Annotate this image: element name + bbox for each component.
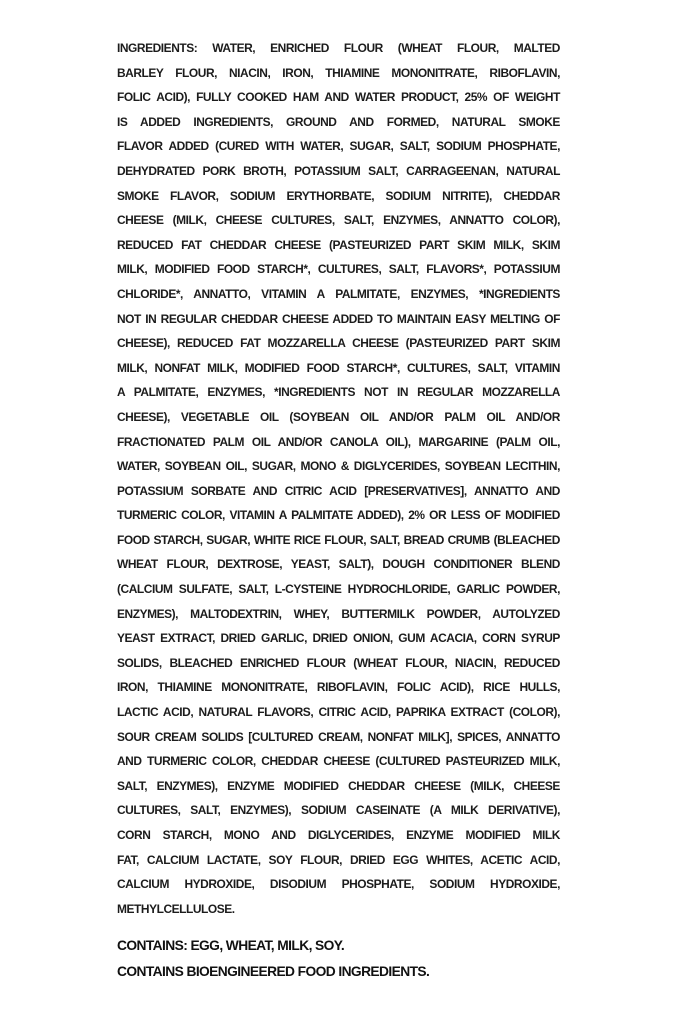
bioengineered-disclosure-text: CONTAINS BIOENGINEERED FOOD INGREDIENTS. [117,964,430,979]
ingredients-line: FOLIC ACID), FULLY COOKED HAM AND WATER PRODUCT, 25% OF WEIGHT [117,90,560,105]
ingredients-line: WATER, SOYBEAN OIL, SUGAR, MONO & DIGLYCERIDES, SOYBEAN LECITHIN, [117,459,560,474]
ingredients-line: CHEESE), REDUCED FAT MOZZARELLA CHEESE (PASTEURIZED PART SKIM [117,336,560,351]
ingredients-heading: INGREDIENTS: [117,41,198,55]
ingredients-line: WHEAT FLOUR, DEXTROSE, YEAST, SALT), DOUGH CONDITIONER BLEND [117,557,560,572]
contains-allergens-text: CONTAINS: EGG, WHEAT, MILK, SOY. [117,938,345,953]
ingredients-line-final: METHYLCELLULOSE. [117,901,235,916]
ingredients-line: CHEESE), VEGETABLE OIL (SOYBEAN OIL AND/OR PALM OIL AND/OR [117,409,560,424]
ingredients-line: A PALMITATE, ENZYMES, *INGREDIENTS NOT IN REGULAR MOZZARELLA [117,385,560,400]
ingredients-line: DEHYDRATED PORK BROTH, POTASSIUM SALT, CARRAGEENAN, NATURAL [117,163,560,178]
ingredients-line: NOT IN REGULAR CHEDDAR CHEESE ADDED TO MAINTAIN EASY MELTING OF [117,311,560,326]
ingredients-line [117,36,560,61]
ingredients-line: CHLORIDE*, ANNATTO, VITAMIN A PALMITATE, ENZYMES, *INGREDIENTS [117,286,560,301]
allergen-statement [117,933,429,985]
ingredients-line: FLAVOR ADDED (CURED WITH WATER, SUGAR, SALT, SODIUM PHOSPHATE, [117,139,560,154]
ingredients-line: FAT, CALCIUM LACTATE, SOY FLOUR, DRIED EGG WHITES, ACETIC ACID, [117,852,560,867]
ingredients-line: CALCIUM HYDROXIDE, DISODIUM PHOSPHATE, SODIUM HYDROXIDE, [117,877,560,892]
ingredients-line: POTASSIUM SORBATE AND CITRIC ACID [PRESERVATIVES], ANNATTO AND [117,483,560,498]
ingredients-line: MILK, NONFAT MILK, MODIFIED FOOD STARCH*, CULTURES, SALT, VITAMIN [117,360,560,375]
ingredients-line: IS ADDED INGREDIENTS, GROUND AND FORMED, NATURAL SMOKE [117,114,560,129]
ingredients-line: REDUCED FAT CHEDDAR CHEESE (PASTEURIZED PART SKIM MILK, SKIM [117,237,560,252]
ingredients-list [117,36,560,921]
ingredients-line: SOLIDS, BLEACHED ENRICHED FLOUR (WHEAT FLOUR, NIACIN, REDUCED [117,655,560,670]
ingredients-line: SMOKE FLAVOR, SODIUM ERYTHORBATE, SODIUM NITRITE), CHEDDAR [117,188,560,203]
ingredients-line: BARLEY FLOUR, NIACIN, IRON, THIAMINE MONONITRATE, RIBOFLAVIN, [117,65,560,80]
ingredients-line: CULTURES, SALT, ENZYMES), SODIUM CASEINATE (A MILK DERIVATIVE), [117,803,560,818]
ingredients-line: MILK, MODIFIED FOOD STARCH*, CULTURES, SALT, FLAVORS*, POTASSIUM [117,262,560,277]
ingredients-line: SALT, ENZYMES), ENZYME MODIFIED CHEDDAR CHEESE (MILK, CHEESE [117,778,560,793]
ingredients-line: CHEESE (MILK, CHEESE CULTURES, SALT, ENZYMES, ANNATTO COLOR), [117,213,560,228]
ingredients-line: AND TURMERIC COLOR, CHEDDAR CHEESE (CULTURED PASTEURIZED MILK, [117,754,560,769]
ingredients-line: SOUR CREAM SOLIDS [CULTURED CREAM, NONFAT MILK], SPICES, ANNATTO [117,729,560,744]
ingredients-line: IRON, THIAMINE MONONITRATE, RIBOFLAVIN, FOLIC ACID), RICE HULLS, [117,680,560,695]
ingredients-line: FOOD STARCH, SUGAR, WHITE RICE FLOUR, SALT, BREAD CRUMB (BLEACHED [117,532,560,547]
ingredients-line: LACTIC ACID, NATURAL FLAVORS, CITRIC ACID, PAPRIKA EXTRACT (COLOR), [117,705,560,720]
ingredients-line: CORN STARCH, MONO AND DIGLYCERIDES, ENZYME MODIFIED MILK [117,828,560,842]
ingredients-line: FRACTIONATED PALM OIL AND/OR CANOLA OIL), MARGARINE (PALM OIL, [117,434,560,449]
ingredients-line: ENZYMES), MALTODEXTRIN, WHEY, BUTTERMILK POWDER, AUTOLYZED [117,606,560,621]
ingredients-line: (CALCIUM SULFATE, SALT, L-CYSTEINE HYDROCHLORIDE, GARLIC POWDER, [117,582,560,597]
ingredients-line: YEAST EXTRACT, DRIED GARLIC, DRIED ONION, GUM ACACIA, CORN SYRUP [117,631,560,646]
ingredients-line: TURMERIC COLOR, VITAMIN A PALMITATE ADDED), 2% OR LESS OF MODIFIED [117,508,560,523]
ingredients-line-text: WATER, ENRICHED FLOUR (WHEAT FLOUR, MALTED [197,41,560,55]
